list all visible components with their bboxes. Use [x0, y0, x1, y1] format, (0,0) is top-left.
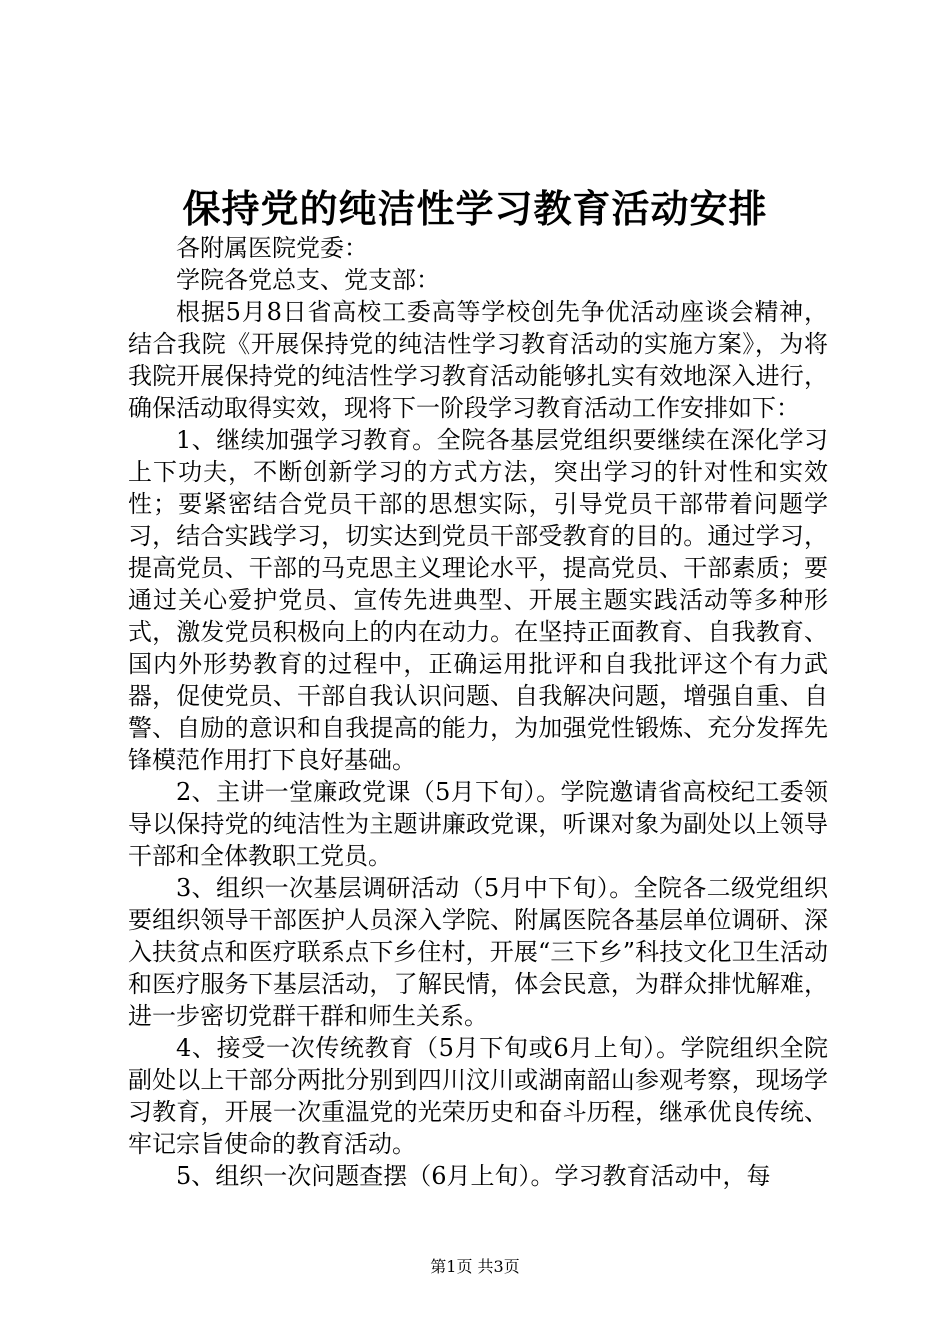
document-body: [128, 232, 828, 1192]
item-5-paragraph: 5、组织一次问题查摆（6月上旬）。学习教育活动中，每: [176, 1162, 771, 1190]
salutation-hospital: 各附属医院党委：: [176, 234, 368, 262]
document-title: 保持党的纯洁性学习教育活动安排: [182, 186, 768, 231]
item-1-paragraph: 1、继续加强学习教育。全院各基层党组织要继续在深化学习上下功夫，不断创新学习的方式方法，突出学习的针对性和实效性；要紧密结合党员干部的思想实际，引导党员干部带着问题学习，结合实践学习，切实达到党员干部受教育的目的。通过学习，提高党员、干部的马克思主义理论水平，提高党员、干部素质；要通过关心爱护党员、宣传先进典型、开展主题实践活动等多种形式，激发党员积极向上的内在动力。在坚持正面教育、自我教育、国内外形势教育的过程中，正确运用批评和自我批评这个有力武器，促使党员、干部自我认识问题、自我解决问题，增强自重、自警、自励的意识和自我提高的能力，为加强党性锻炼、充分发挥先锋模范作用打下良好基础。: [128, 426, 828, 774]
intro-paragraph: 根据5月8日省高校工委高等学校创先争优活动座谈会精神，结合我院《开展保持党的纯洁性学习教育活动的实施方案》，为将我院开展保持党的纯洁性学习教育活动能够扎实有效地深入进行，确保活动取得实效，现将下一阶段学习教育活动工作安排如下：: [128, 298, 828, 422]
salutation-branches: 学院各党总支、党支部：: [176, 266, 440, 294]
item-3-paragraph: 3、组织一次基层调研活动（5月中下旬）。全院各二级党组织要组织领导干部医护人员深入学院、附属医院各基层单位调研、深入扶贫点和医疗联系点下乡住村，开展“三下乡”科技文化卫生活动和医疗服务下基层活动，了解民情，体会民意，为群众排忧解难，进一步密切党群干群和师生关系。: [128, 874, 828, 1030]
item-4-paragraph: 4、接受一次传统教育（5月下旬或6月上旬）。学院组织全院副处以上干部分两批分别到四川汶川或湖南韶山参观考察，现场学习教育，开展一次重温党的光荣历史和奋斗历程，继承优良传统、牢记宗旨使命的教育活动。: [128, 1034, 828, 1158]
page-footer: 第1页 共3页: [430, 1257, 520, 1276]
item-2-paragraph: 2、主讲一堂廉政党课（5月下旬）。学院邀请省高校纪工委领导以保持党的纯洁性为主题讲廉政党课，听课对象为副处以上领导干部和全体教职工党员。: [128, 778, 828, 870]
